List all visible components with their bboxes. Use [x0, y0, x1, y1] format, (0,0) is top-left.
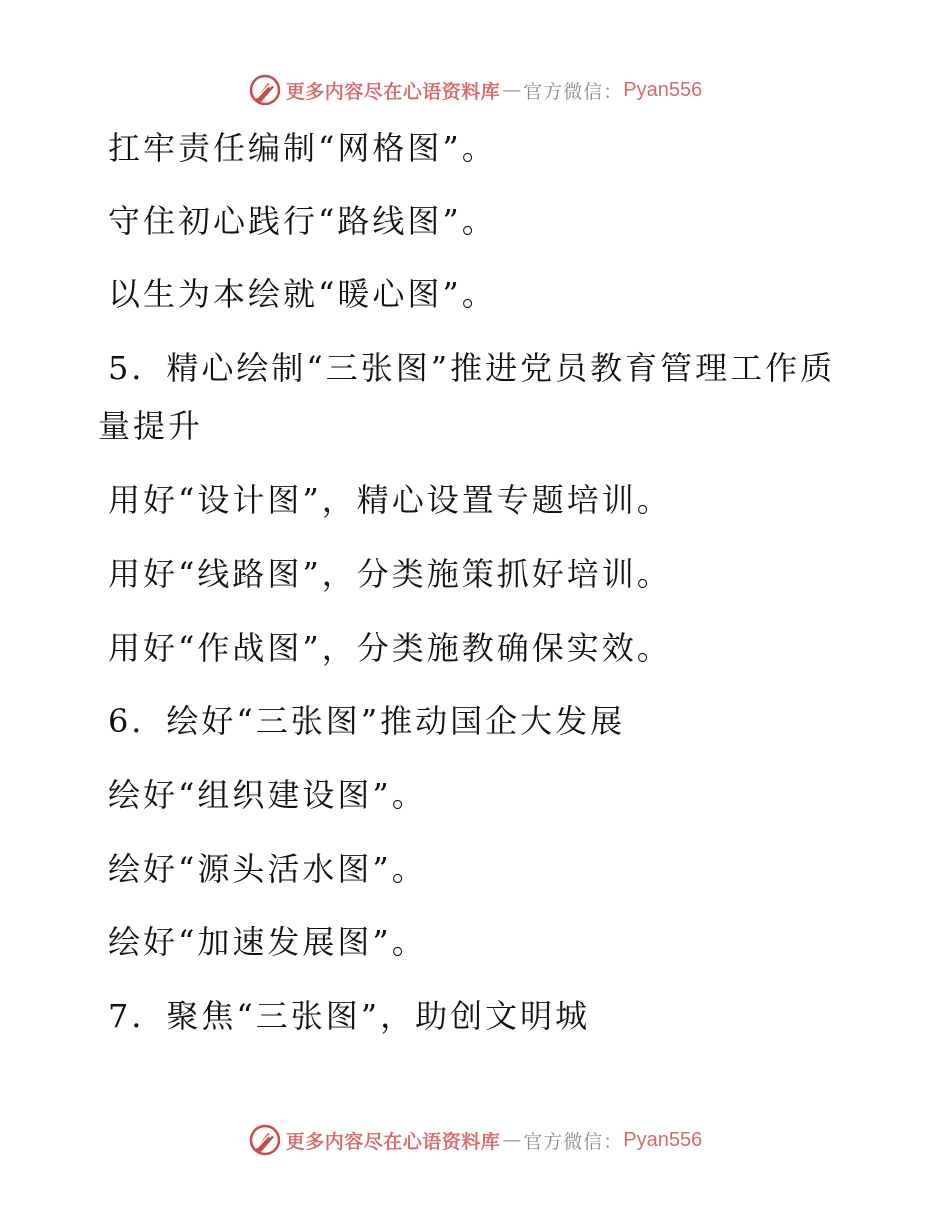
section-heading: 6．绘好“三张图”推动国企大发展	[108, 702, 626, 740]
body-line: 绘好“加速发展图”。	[108, 923, 427, 961]
section-heading-continuation: 量提升	[98, 407, 204, 445]
body-line: 用好“线路图”，分类施策抓好培训。	[108, 555, 672, 593]
section-heading: 5．精心绘制“三张图”推进党员教育管理工作质	[108, 349, 836, 387]
body-line: 扛牢责任编制“网格图”。	[108, 129, 497, 167]
watermark-separator: —	[502, 79, 522, 101]
section-heading: 7．聚焦“三张图”，助创文明城	[108, 997, 591, 1035]
body-line: 以生为本绘就“暖心图”。	[108, 275, 497, 313]
page-footer-watermark	[0, 1120, 950, 1160]
watermark-id: Pyan556	[623, 78, 703, 101]
watermark	[248, 73, 703, 107]
page-header-watermark	[0, 70, 950, 110]
watermark-id: Pyan556	[623, 1128, 703, 1151]
body-line: 守住初心践行“路线图”。	[108, 202, 497, 240]
body-line: 用好“作战图”，分类施教确保实效。	[108, 629, 672, 667]
watermark-text: 更多内容尽在心语资料库	[285, 1130, 501, 1153]
watermark-separator: —	[502, 1129, 522, 1151]
watermark	[248, 1123, 703, 1157]
body-line: 用好“设计图”，精心设置专题培训。	[108, 481, 672, 519]
body-line: 绘好“源头活水图”。	[108, 850, 427, 888]
watermark-text: 更多内容尽在心语资料库	[285, 80, 501, 103]
watermark-label: 官方微信：	[523, 1130, 624, 1153]
body-line: 绘好“组织建设图”。	[108, 776, 427, 814]
pen-nib-logo-icon	[248, 1123, 282, 1157]
pen-nib-logo-icon	[248, 73, 282, 107]
watermark-label: 官方微信：	[523, 80, 624, 103]
